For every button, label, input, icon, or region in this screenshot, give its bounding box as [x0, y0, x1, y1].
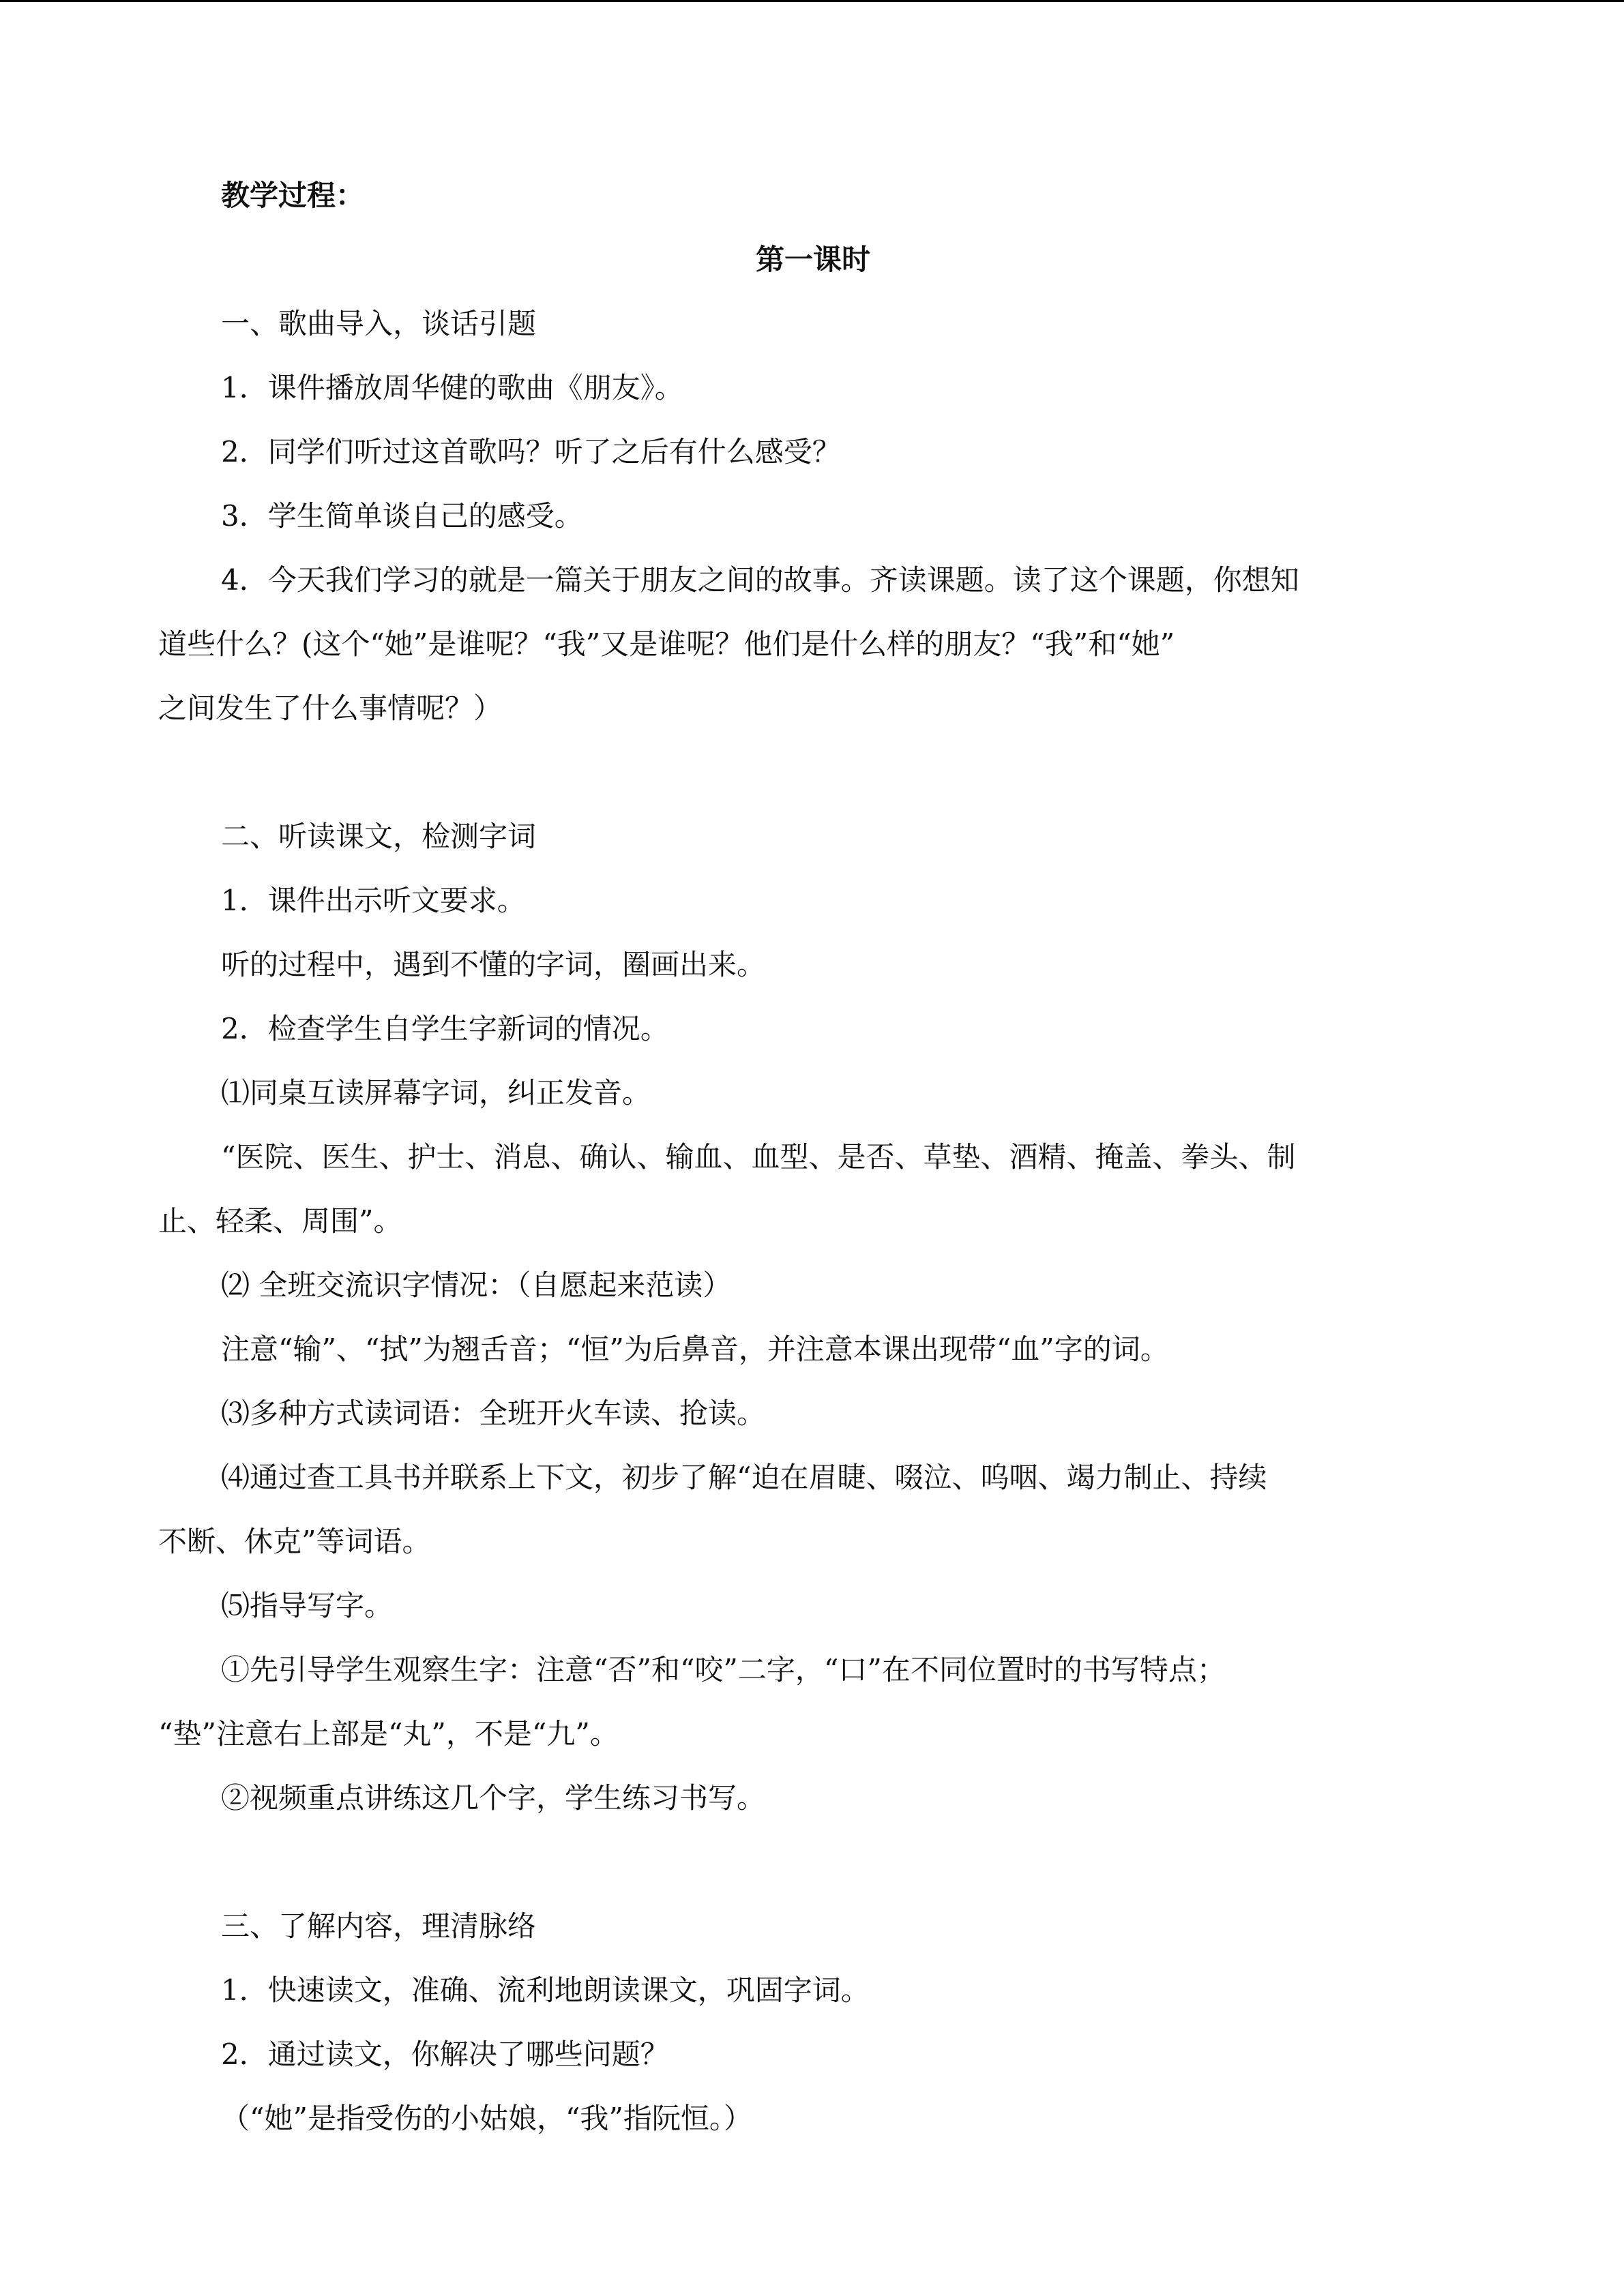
section1-item3: 3．学生简单谈自己的感受。	[221, 499, 583, 533]
section2-write2: ②视频重点讲练这几个字，学生练习书写。	[221, 1781, 766, 1815]
top-border-line	[0, 0, 1624, 2]
section3-title: 三、了解内容，理清脉络	[221, 1909, 537, 1943]
section2-sub3: ⑶多种方式读词语：全班开火车读、抢读。	[221, 1397, 766, 1430]
section2-write1-line1: ①先引导学生观察生字：注意“否”和“咬”二字，“口”在不同位置时的书写特点；	[221, 1653, 1226, 1686]
heading-teaching-process: 教学过程：	[221, 179, 365, 212]
section2-sub2-note: 注意“输”、“拭”为翘舌音；“恒”为后鼻音，并注意本课出现带“血”字的词。	[221, 1332, 1169, 1366]
section1-item4-line2: 道些什么？(这个“她”是谁呢？“我”又是谁呢？他们是什么样的朋友？“我”和“她”	[158, 627, 1175, 661]
section2-sub4-line2: 不断、休克”等词语。	[158, 1525, 431, 1558]
section2-item2: 2．检查学生自学生字新词的情况。	[221, 1012, 669, 1045]
paragraph-spacer	[158, 1830, 1468, 1894]
section2-sub4-line1: ⑷通过查工具书并联系上下文，初步了解“迫在眉睫、啜泣、呜咽、竭力制止、持续	[221, 1461, 1267, 1494]
section2-sub1: ⑴同桌互读屏幕字词，纠正发音。	[221, 1076, 651, 1109]
section2-title: 二、听读课文，检测字词	[221, 820, 537, 853]
section1-title: 一、歌曲导入，谈话引题	[221, 307, 537, 340]
section2-item1: 1．课件出示听文要求。	[221, 884, 526, 917]
section2-item1-detail: 听的过程中，遇到不懂的字词，圈画出来。	[221, 948, 766, 981]
section1-item4-line3: 之间发生了什么事情呢？）	[158, 691, 503, 725]
section1-item2: 2．同学们听过这首歌吗？听了之后有什么感受？	[221, 435, 841, 468]
document-page	[158, 164, 1468, 2151]
paragraph-spacer	[158, 741, 1468, 805]
section2-write1-line2: “垫”注意右上部是“丸”，不是“九”。	[158, 1717, 619, 1750]
section2-words-line2: 止、轻柔、周围”。	[158, 1204, 402, 1238]
section2-sub5: ⑸指导写字。	[221, 1589, 394, 1622]
section1-item1: 1．课件播放周华健的歌曲《朋友》。	[221, 371, 683, 404]
section3-answer: （“她”是指受伤的小姑娘，“我”指阮恒。）	[221, 2102, 752, 2135]
section2-words-line1: “医院、医生、护士、消息、确认、输血、血型、是否、草垫、酒精、掩盖、拳头、制	[221, 1140, 1296, 1174]
section3-item2: 2．通过读文，你解决了哪些问题？	[221, 2038, 669, 2071]
section2-sub2: ⑵ 全班交流识字情况：（自愿起来范读）	[221, 1268, 732, 1302]
section1-item4-line1: 4．今天我们学习的就是一篇关于朋友之间的故事。齐读课题。读了这个课题，你想知	[221, 563, 1299, 597]
lesson-title: 第一课时	[755, 243, 870, 276]
section3-item1: 1．快速读文，准确、流利地朗读课文，巩固字词。	[221, 1973, 870, 2007]
